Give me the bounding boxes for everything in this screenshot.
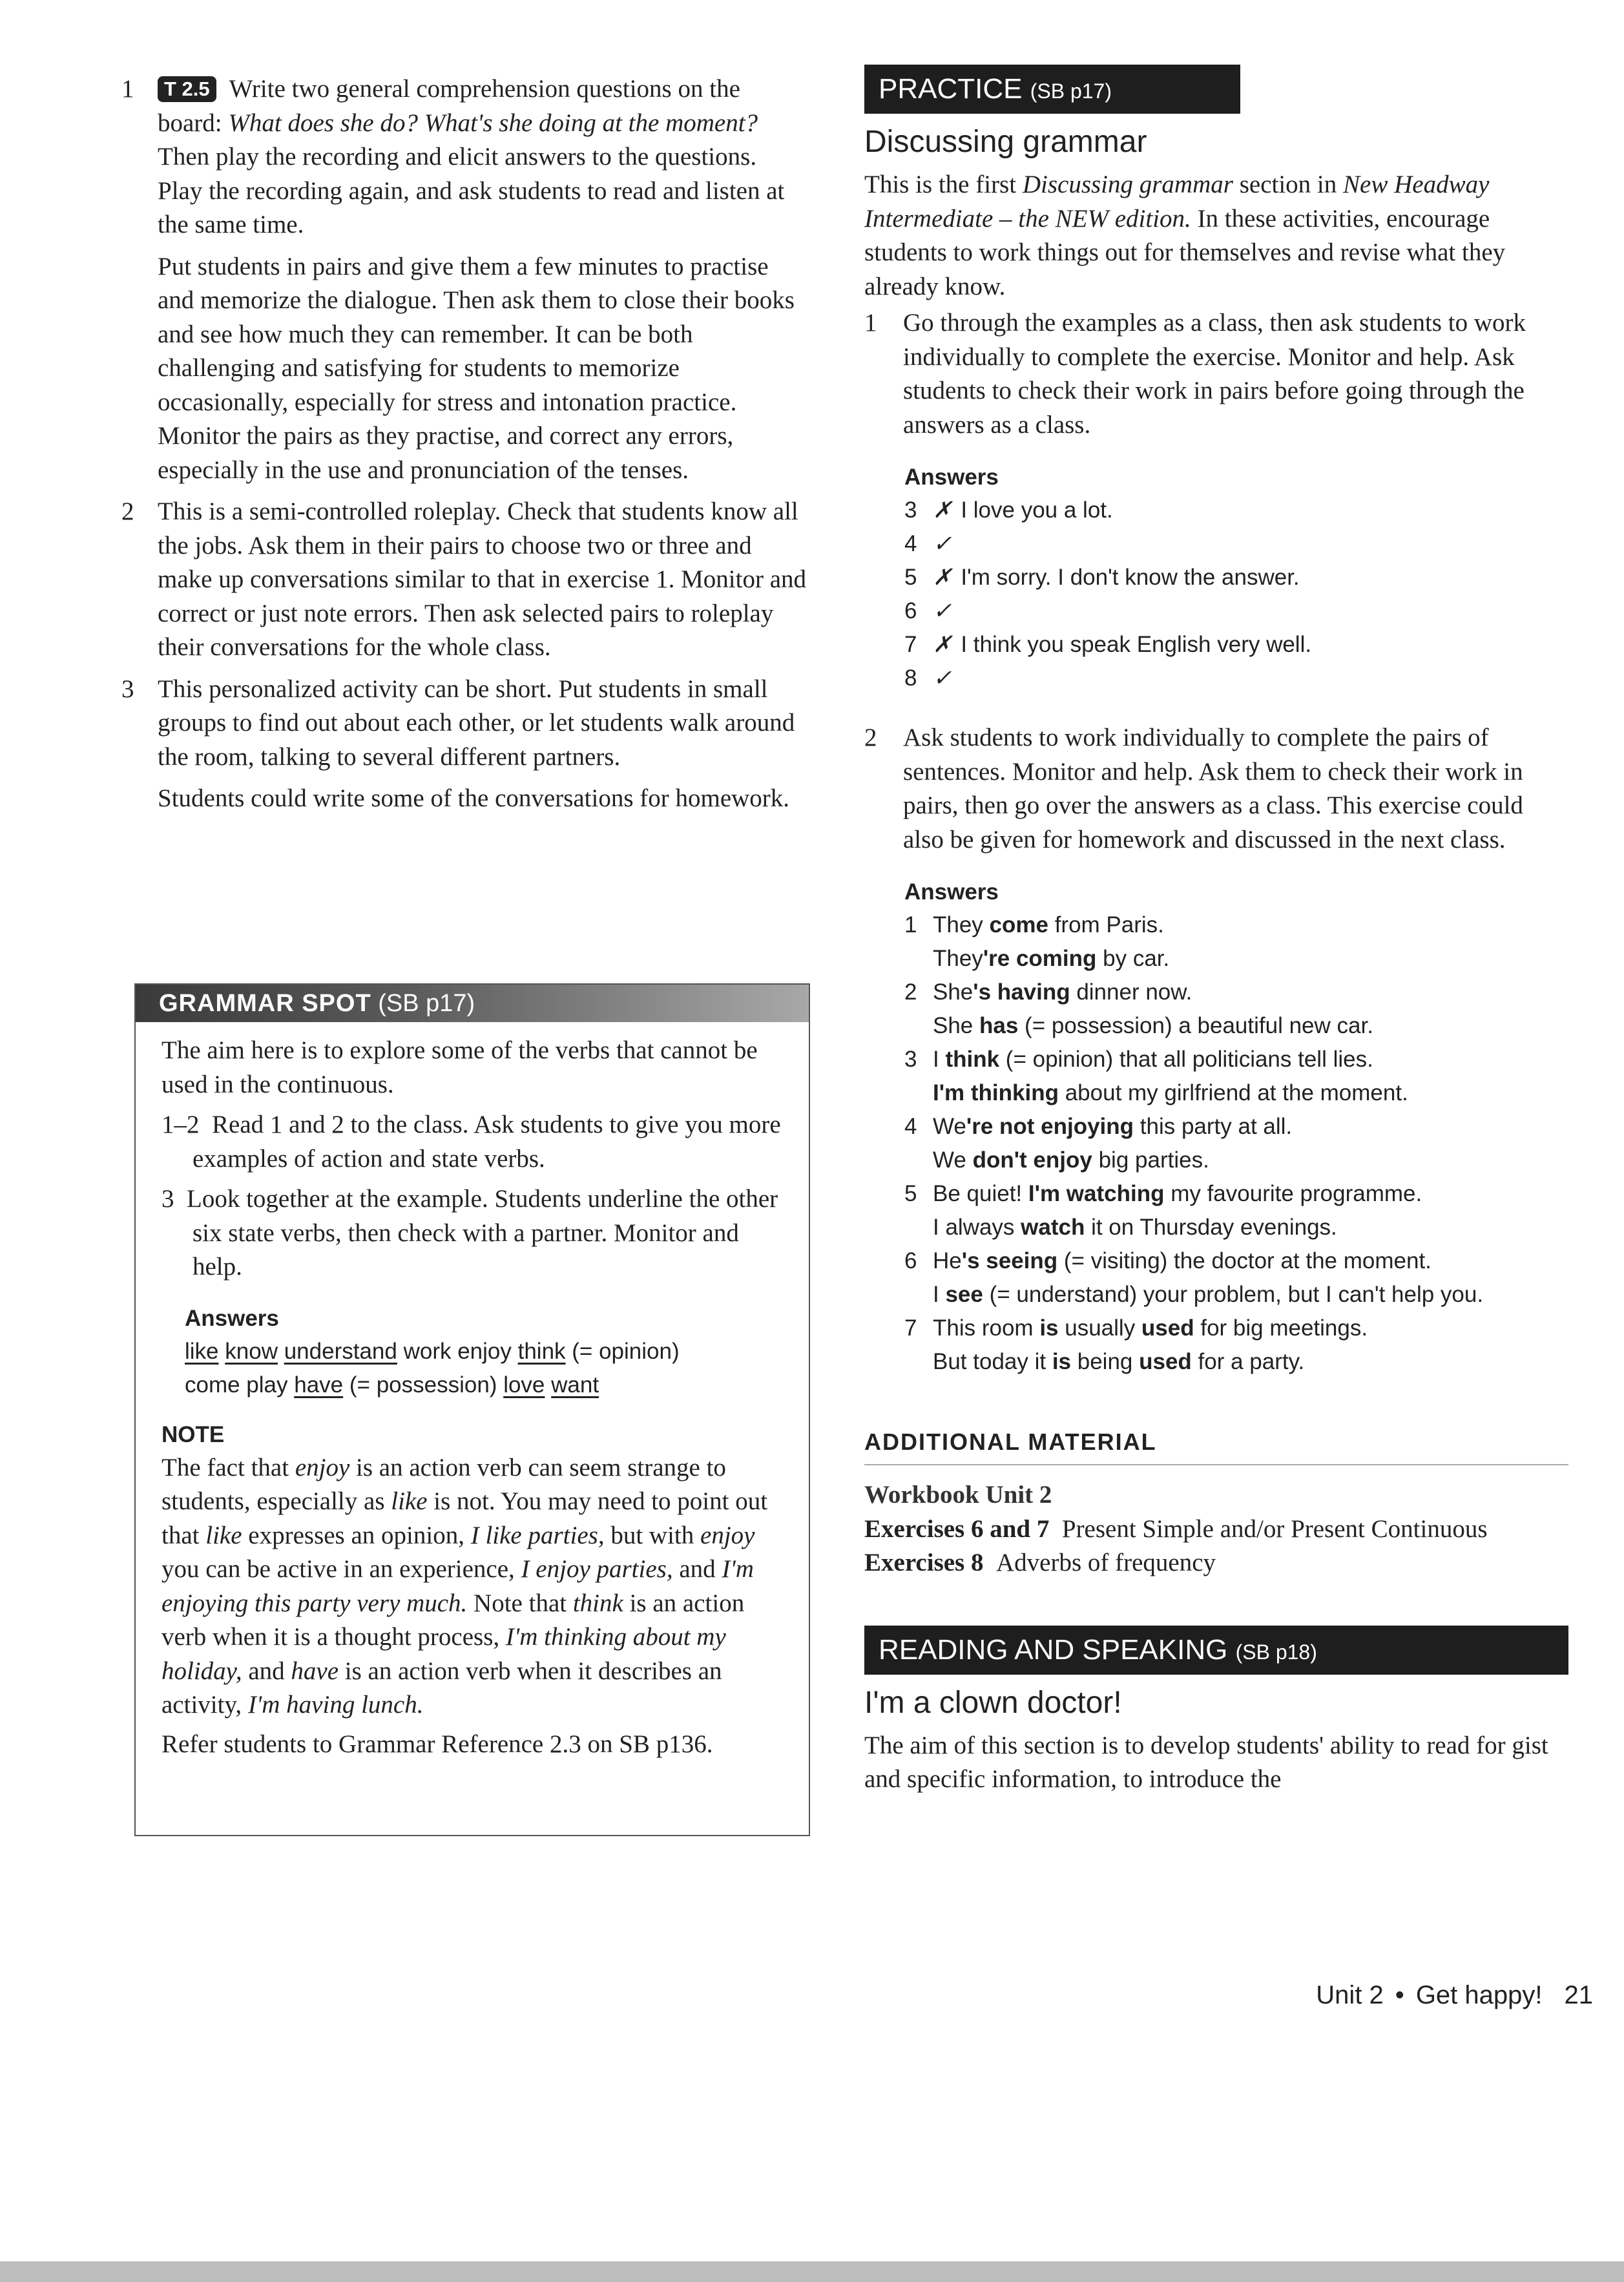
answer-number: 6 — [904, 598, 917, 623]
text-run: The fact that — [161, 1453, 295, 1481]
answer-text: for a party. — [1191, 1349, 1305, 1374]
answer-verb: is — [1052, 1349, 1072, 1374]
answer-text: usually — [1058, 1315, 1141, 1341]
answer-number: 3 — [904, 1047, 917, 1072]
italic-example: New Headway Intermediate – the NEW edition. — [864, 171, 1490, 233]
answer-row — [904, 1043, 1568, 1076]
answer-text: big parties. — [1092, 1147, 1209, 1173]
item-1-text-a: Write two general comprehension questions on the board: — [158, 75, 740, 137]
answers-line-2 — [185, 1368, 783, 1402]
answer-text: He — [933, 1248, 962, 1273]
answer-text: But today it — [933, 1349, 1052, 1374]
answer-row — [904, 494, 1568, 527]
cross-icon: ✗ — [933, 497, 952, 523]
answer-text: I love you a lot. — [961, 497, 1113, 523]
italic-example: I'm enjoying this party very much. — [161, 1555, 754, 1617]
answer-text: I — [933, 1047, 946, 1072]
state-verb: like — [185, 1338, 219, 1364]
answer-verb: 's seeing — [961, 1248, 1058, 1273]
italic-example: enjoy — [700, 1521, 755, 1549]
exercises-6-7-text: Present Simple and/or Present Continuous — [1061, 1514, 1488, 1543]
text-run: you can be active in an experience, — [161, 1555, 521, 1583]
answer-text: I always — [933, 1215, 1021, 1240]
italic-example: I enjoy parties, — [521, 1555, 673, 1583]
answer-number: 3 — [904, 497, 917, 523]
italic-example: think — [572, 1589, 623, 1617]
answer-row — [904, 1177, 1568, 1211]
left-column — [116, 72, 807, 824]
refer-text: Refer students to Grammar Reference 2.3 on SB p136. — [161, 1730, 713, 1758]
text-run: is an action verb when it is a thought process, — [161, 1589, 745, 1651]
answer-verb: think — [945, 1047, 1000, 1072]
reading-banner — [864, 1626, 1568, 1675]
grammar-spot-item-1-2-text — [161, 1108, 783, 1176]
tick-icon: ✓ — [933, 598, 952, 623]
answer-text: (= possession) — [343, 1372, 504, 1397]
answer-text: I think you speak English very well. — [961, 632, 1312, 657]
text-run: is not. You may need to point out that — [161, 1487, 768, 1549]
answer-text: for big meetings. — [1194, 1315, 1368, 1341]
text-run: In these activities, encourage students to work things out for themselves and revise what they already know. — [864, 204, 1506, 300]
grammar-spot-title: GRAMMAR SPOT — [159, 990, 371, 1017]
item-1-questions: What does she do? What's she doing at the moment? — [228, 109, 758, 137]
answer-text: Be quiet! — [933, 1181, 1028, 1206]
left-item-2 — [116, 495, 807, 665]
reading-banner-title: READING AND SPEAKING — [879, 1633, 1228, 1666]
answer-number: 2 — [904, 979, 917, 1005]
answer-verb: see — [945, 1282, 983, 1307]
item-3-text: This personalized activity can be short. Put students in small groups to find out about each other, or let students walk around the room, talking to several different partners. — [158, 675, 795, 771]
left-item-1 — [116, 72, 807, 242]
left-item-1-para-2: Put students in pairs and give them a few minutes to practise and memorize the dialogue. Then ask them to close their books and see how much they can remember. It can be both challenging and satisfying for students to memorize occasionally, especially for stress and intonation practice. Monitor the pairs as they practise, and correct any errors, especially in the use and pronunciation of the tenses. — [158, 252, 795, 484]
answer-row — [904, 1009, 1568, 1043]
reading-heading: I'm a clown doctor! — [864, 1685, 1122, 1720]
left-item-3 — [116, 673, 807, 775]
answer-number: 7 — [904, 632, 917, 657]
text-run: expresses an opinion, — [242, 1521, 471, 1549]
answers-label: Answers — [185, 1305, 279, 1331]
answer-number: 5 — [904, 1181, 917, 1206]
item-1-text-b: Then play the recording and elicit answers to the questions. Play the recording again, and ask students to read and listen at the same time. — [158, 143, 785, 238]
answer-text: (= opinion) that all politicians tell lies. — [999, 1047, 1373, 1072]
answers-line-1 — [185, 1335, 783, 1368]
cross-icon: ✗ — [933, 632, 952, 657]
answer-text: She — [933, 1013, 979, 1038]
item-text: Look together at the example. Students underline the other six state verbs, then check with a partner. Monitor and help. — [187, 1185, 778, 1281]
text-run: is an action verb when it describes an activity, — [161, 1657, 722, 1719]
grammar-spot-box — [134, 983, 810, 1836]
answer-text: (= visiting) the doctor at the moment. — [1057, 1248, 1431, 1273]
answer-text: from Paris. — [1048, 912, 1164, 937]
answer-text: dinner now. — [1070, 979, 1192, 1005]
italic-example: like — [205, 1521, 242, 1549]
note-label: NOTE — [161, 1421, 225, 1447]
italic-example: I like parties, — [470, 1521, 605, 1549]
practice-heading: Discussing grammar — [864, 125, 1147, 159]
additional-material — [864, 1478, 1568, 1580]
answer-number: 7 — [904, 1315, 917, 1341]
grammar-spot-header — [136, 985, 809, 1022]
exercises-6-7 — [864, 1513, 1568, 1547]
exercises-8-label: Exercises 8 — [864, 1549, 984, 1576]
answer-row — [904, 1110, 1568, 1144]
answer-text: work enjoy — [397, 1338, 518, 1364]
item-number: 3 — [121, 675, 134, 703]
workbook-label: Workbook Unit 2 — [864, 1481, 1052, 1509]
practice-intro — [864, 168, 1568, 304]
state-verb: understand — [284, 1338, 397, 1364]
grammar-spot-answers — [161, 1303, 783, 1402]
answer-number: 1 — [904, 912, 917, 937]
answers-1-list — [904, 494, 1568, 695]
page-number: 21 — [1564, 1981, 1593, 2009]
footer-unit: Unit 2 — [1316, 1981, 1384, 2009]
answer-text: it on Thursday evenings. — [1085, 1215, 1337, 1240]
answer-row — [904, 908, 1568, 942]
left-item-3-para-2: Students could write some of the conversations for homework. — [158, 784, 790, 812]
answer-row — [904, 628, 1568, 662]
text-run: but with — [604, 1521, 701, 1549]
cross-icon: ✗ — [933, 565, 952, 590]
answer-text: my favourite programme. — [1164, 1181, 1422, 1206]
answer-row — [904, 662, 1568, 695]
italic-example: have — [291, 1657, 339, 1685]
answer-verb: 's having — [973, 979, 1070, 1005]
state-verb: have — [294, 1372, 344, 1397]
answer-text: (= possession) a beautiful new car. — [1018, 1013, 1373, 1038]
answer-number: 6 — [904, 1248, 917, 1273]
grammar-spot-body — [136, 1022, 809, 1761]
answer-number: 8 — [904, 665, 917, 691]
answer-verb: I'm watching — [1028, 1181, 1165, 1206]
answer-verb: has — [979, 1013, 1019, 1038]
answer-row — [904, 1144, 1568, 1177]
practice-item-2-text: Ask students to work individually to complete the pairs of sentences. Monitor and help. Ask them to check their work in pairs, then go over the answers as a class. This exercise could also be given for homework and discussed in the next class. — [903, 724, 1523, 853]
answer-verb: used — [1139, 1349, 1192, 1374]
answer-verb: 're coming — [983, 946, 1097, 971]
item-number: 1 — [864, 309, 877, 337]
answer-verb: watch — [1021, 1215, 1085, 1240]
answer-row — [904, 976, 1568, 1009]
page-footer — [1316, 1981, 1593, 2010]
reading-text: The aim of this section is to develop students' ability to read for gist and specific information, to introduce the — [864, 1731, 1548, 1793]
italic-example: enjoy — [295, 1453, 350, 1481]
exercises-8 — [864, 1546, 1568, 1580]
answer-row — [904, 561, 1568, 594]
practice-banner — [864, 65, 1240, 114]
item-number: 1–2 — [161, 1111, 200, 1138]
answer-row — [904, 1278, 1568, 1312]
italic-example: like — [391, 1487, 428, 1515]
text-run: and — [672, 1555, 722, 1583]
grammar-spot-item-1-2 — [161, 1108, 783, 1176]
reading-banner-ref: (SB p18) — [1235, 1640, 1317, 1664]
item-number: 2 — [864, 724, 877, 751]
practice-item-2 — [864, 721, 1568, 857]
answer-text: (= understand) your problem, but I can't help you. — [983, 1282, 1484, 1307]
text-run: is an action verb can seem strange to students, especially as — [161, 1453, 726, 1515]
exercises-6-7-label: Exercises 6 and 7 — [864, 1514, 1050, 1543]
grammar-spot-item-3 — [161, 1182, 783, 1284]
footer-separator: • — [1395, 1981, 1404, 2009]
answer-text: I — [933, 1282, 946, 1307]
answer-verb: don't enjoy — [972, 1147, 1092, 1173]
answer-row — [904, 1345, 1568, 1379]
item-number: 1 — [121, 75, 134, 103]
answer-text: They — [933, 912, 990, 937]
answer-text: We — [933, 1114, 966, 1139]
note-text — [161, 1451, 783, 1722]
answer-text: They — [933, 946, 983, 971]
answer-text — [545, 1372, 551, 1397]
item-number: 2 — [121, 497, 134, 525]
text-run: Note that — [467, 1589, 573, 1617]
state-verb: think — [517, 1338, 566, 1364]
answer-number: 4 — [904, 1114, 917, 1139]
answer-text: this party at all. — [1134, 1114, 1293, 1139]
answer-row — [904, 1211, 1568, 1244]
text-run: section in — [1233, 171, 1344, 198]
answer-row — [904, 1244, 1568, 1278]
answer-text: This room — [933, 1315, 1040, 1341]
grammar-spot-intro: The aim here is to explore some of the verbs that cannot be used in the continuous. — [161, 1036, 758, 1098]
answer-row — [904, 594, 1568, 628]
grammar-spot-item-3-text — [161, 1182, 783, 1284]
practice-banner-ref: (SB p17) — [1030, 79, 1112, 103]
answer-number: 4 — [904, 531, 917, 556]
answer-text: She — [933, 979, 973, 1005]
answer-number: 5 — [904, 565, 917, 590]
exercises-8-text: Adverbs of frequency — [996, 1549, 1216, 1576]
answer-verb: 're not enjoying — [966, 1114, 1134, 1139]
answer-text: by car. — [1096, 946, 1170, 971]
scan-bottom-edge — [0, 2261, 1624, 2282]
text-run: This is the first — [864, 171, 1023, 198]
italic-example: Discussing grammar — [1022, 171, 1233, 198]
footer-title: Get happy! — [1415, 1981, 1543, 2009]
answer-verb: used — [1141, 1315, 1194, 1341]
answer-row — [904, 1076, 1568, 1110]
track-badge: T 2.5 — [158, 76, 216, 102]
text-run: and — [242, 1657, 291, 1685]
tick-icon: ✓ — [933, 531, 952, 556]
grammar-spot-ref: (SB p17) — [378, 990, 475, 1017]
practice-banner-title: PRACTICE — [879, 73, 1023, 105]
state-verb: want — [551, 1372, 599, 1397]
answer-text: We — [933, 1147, 973, 1173]
practice-answers-2 — [864, 876, 1568, 1379]
item-2-text: This is a semi-controlled roleplay. Check that students know all the jobs. Ask them in their pairs to choose two or three and make up conversations similar to that in exercise 1. Monitor and correct or just note errors. Then ask selected pairs to roleplay their conversations for the whole class. — [158, 497, 807, 661]
italic-example: I'm having lunch. — [247, 1691, 424, 1719]
answer-verb: come — [989, 912, 1048, 937]
answer-row — [904, 527, 1568, 561]
answer-text: about my girlfriend at the moment. — [1058, 1080, 1408, 1105]
answers-label: Answers — [904, 465, 999, 490]
answers-label: Answers — [904, 879, 999, 905]
right-column — [864, 65, 1568, 1797]
answers-2-list — [904, 908, 1568, 1379]
practice-answers-1 — [864, 461, 1568, 695]
item-1-text — [158, 72, 807, 242]
state-verb: know — [225, 1338, 278, 1364]
item-text: Read 1 and 2 to the class. Ask students to give you more examples of action and state verbs. — [193, 1111, 781, 1173]
answer-text: I'm sorry. I don't know the answer. — [961, 565, 1300, 590]
answer-text: come play — [185, 1372, 295, 1397]
answer-verb: I'm thinking — [933, 1080, 1059, 1105]
answer-text: being — [1071, 1349, 1140, 1374]
answer-row — [904, 1312, 1568, 1345]
answer-text — [219, 1339, 225, 1364]
answer-row — [904, 942, 1568, 976]
additional-material-heading: ADDITIONAL MATERIAL — [864, 1424, 1568, 1465]
italic-example: I'm thinking about my holiday, — [161, 1623, 726, 1685]
answer-verb: is — [1039, 1315, 1059, 1341]
tick-icon: ✓ — [933, 665, 952, 691]
practice-item-1-text: Go through the examples as a class, then ask students to work individually to complete the exercise. Monitor and help. Ask students to check their work in pairs before going through the answers as a class. — [903, 309, 1526, 439]
practice-item-1 — [864, 306, 1568, 442]
answer-text: (= opinion) — [565, 1338, 680, 1364]
state-verb: love — [503, 1372, 545, 1397]
answer-text — [278, 1339, 284, 1364]
item-number: 3 — [161, 1185, 174, 1213]
